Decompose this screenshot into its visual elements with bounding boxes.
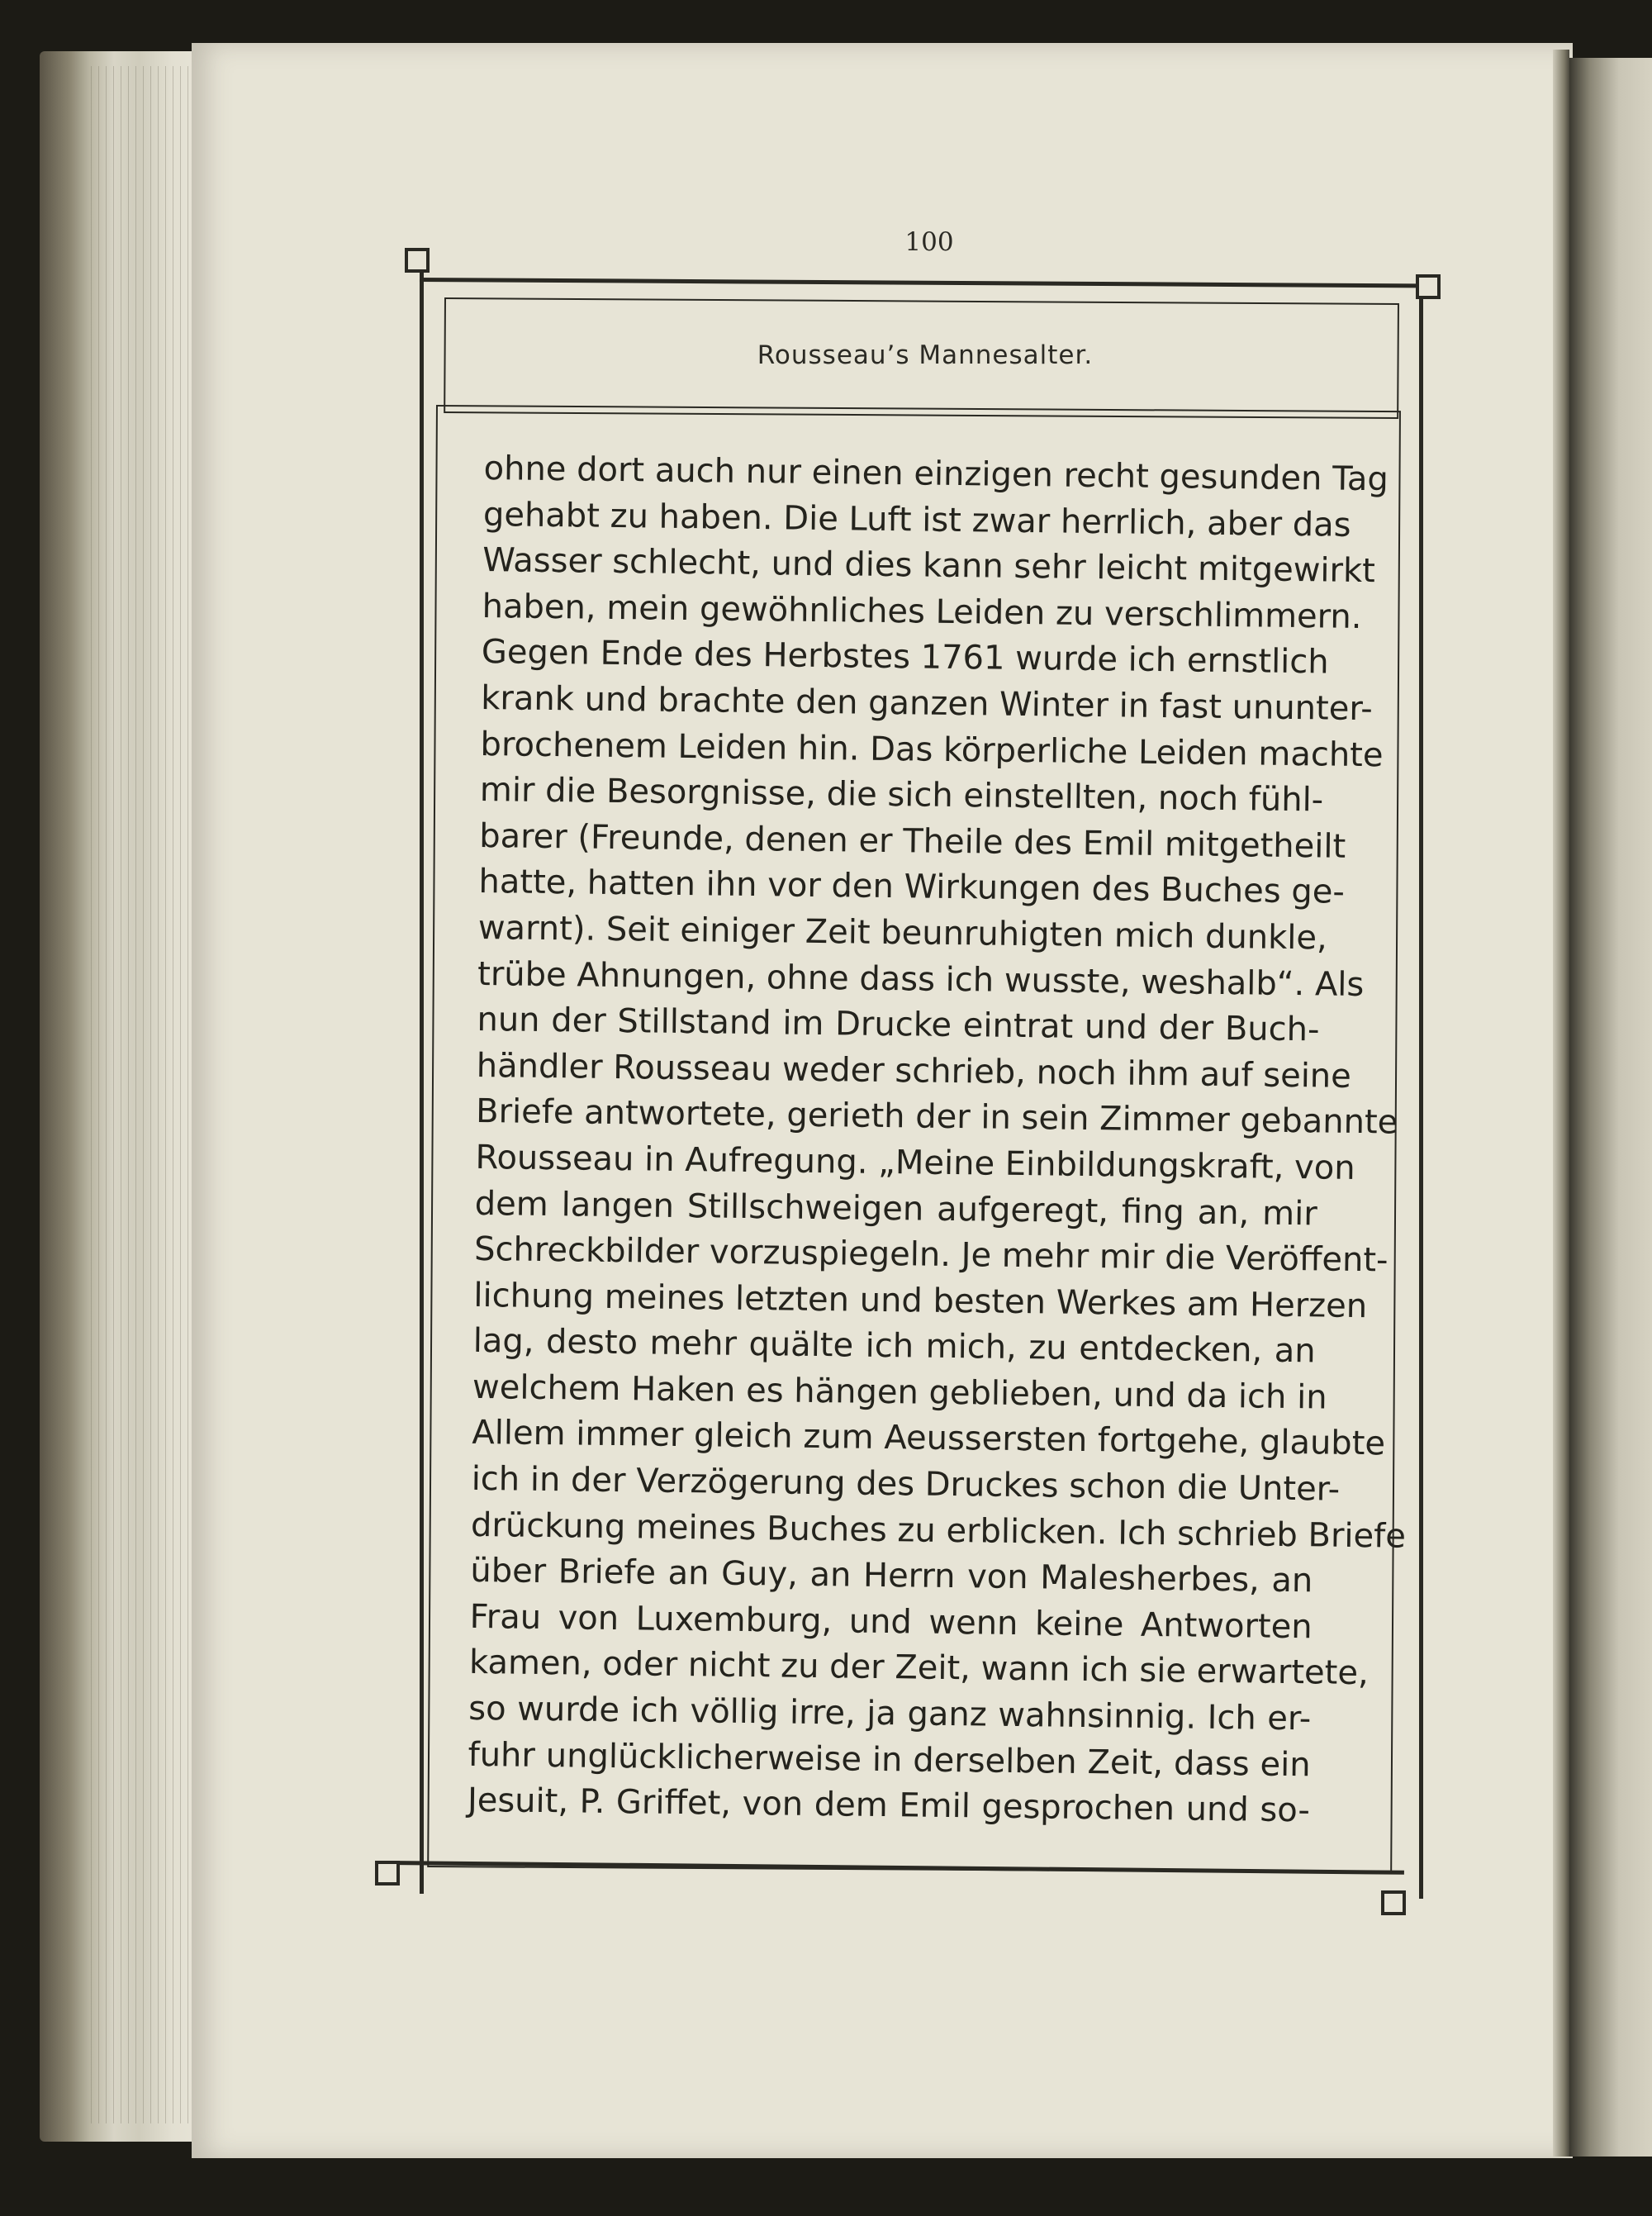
text-line: krank und brachte den ganzen Winter in fast ununter- [480, 678, 1373, 729]
text-line: haben, mein gewöhnliches Leiden zu verschlimmern. [482, 587, 1362, 636]
text-line: ich in der Verzögerung des Druckes schon die Unter- [471, 1459, 1341, 1509]
text-line: lichung meines letzten und besten Werkes am Herzen [473, 1276, 1368, 1325]
text-line: Frau von Luxemburg, und wenn keine Antworten [469, 1597, 1313, 1647]
text-line: welchem Haken es hängen geblieben, und da ich in [472, 1367, 1327, 1417]
text-line: barer (Freunde, denen er Theile des Emil mitgetheilt [478, 816, 1346, 866]
body-text [467, 446, 1407, 1834]
running-head: Rousseau’s Mannesalter. [757, 340, 1094, 370]
text-line: Gegen Ende des Herbstes 1761 wurde ich ernstlich [481, 633, 1329, 682]
page-number: 100 [904, 227, 954, 257]
page-stack-lines [91, 66, 198, 2123]
text-line: Allem immer gleich zum Aeussersten fortgehe, glaubte [472, 1414, 1386, 1463]
text-line: so wurde ich völlig irre, ja ganz wahnsinnig. Ich er- [468, 1689, 1312, 1738]
text-line: warnt). Seit einiger Zeit beunruhigten mich dunkle, [477, 908, 1328, 958]
frame-corner-top-right [1416, 274, 1441, 299]
text-line: gehabt zu haben. Die Luft ist zwar herrlich, aber das [482, 495, 1351, 544]
text-line: Wasser schlecht, und dies kann sehr leicht mitgewirkt [482, 541, 1376, 591]
text-line: Rousseau in Aufregung. „Meine Einbildungskraft, von [475, 1138, 1355, 1187]
book-gutter [1553, 50, 1569, 2157]
facing-page-edge [1569, 58, 1652, 2157]
text-line: trübe Ahnungen, ohne dass ich wusste, weshalb“. Als [477, 954, 1365, 1004]
text-line: brochenem Leiden hin. Das körperliche Leiden machte [480, 725, 1384, 774]
text-line: ohne dort auch nur einen einzigen recht gesunden Tag [483, 449, 1389, 499]
frame-corner-top-left [405, 248, 430, 273]
text-line: drückung meines Buches zu erblicken. Ich schrieb Briefe [470, 1505, 1407, 1556]
frame-corner-bottom-left [375, 1861, 400, 1886]
text-line: lag, desto mehr quälte ich mich, zu entdecken, an [472, 1322, 1316, 1371]
text-line: Jesuit, P. Griffet, von dem Emil gesprochen und so- [467, 1781, 1311, 1830]
text-line: hatte, hatten ihn vor den Wirkungen des Buches ge- [478, 863, 1346, 912]
text-line: nun der Stillstand im Drucke eintrat und der Buch- [477, 1001, 1320, 1049]
frame-left-rule [420, 266, 424, 1894]
text-line: fuhr unglücklicherweise in derselben Zeit, dass ein [468, 1735, 1311, 1784]
frame-right-rule [1419, 288, 1423, 1899]
text-line: kamen, oder nicht zu der Zeit, wann ich sie erwartete, [468, 1643, 1369, 1693]
text-line: dem langen Stillschweigen aufgeregt, fing an, mir [474, 1184, 1318, 1233]
text-line: über Briefe an Guy, an Herrn von Malesherbes, an [470, 1552, 1313, 1600]
text-line: Schreckbilder vorzuspiegeln. Je mehr mir die Veröffent- [473, 1230, 1389, 1280]
text-line: händler Rousseau weder schrieb, noch ihm auf seine [476, 1046, 1352, 1096]
frame-corner-bottom-right [1381, 1890, 1406, 1915]
text-line: mir die Besorgnisse, die sich einstellten, noch fühl- [479, 771, 1324, 820]
text-line: Briefe antwortete, gerieth der in sein Zimmer gebannte [475, 1092, 1398, 1142]
